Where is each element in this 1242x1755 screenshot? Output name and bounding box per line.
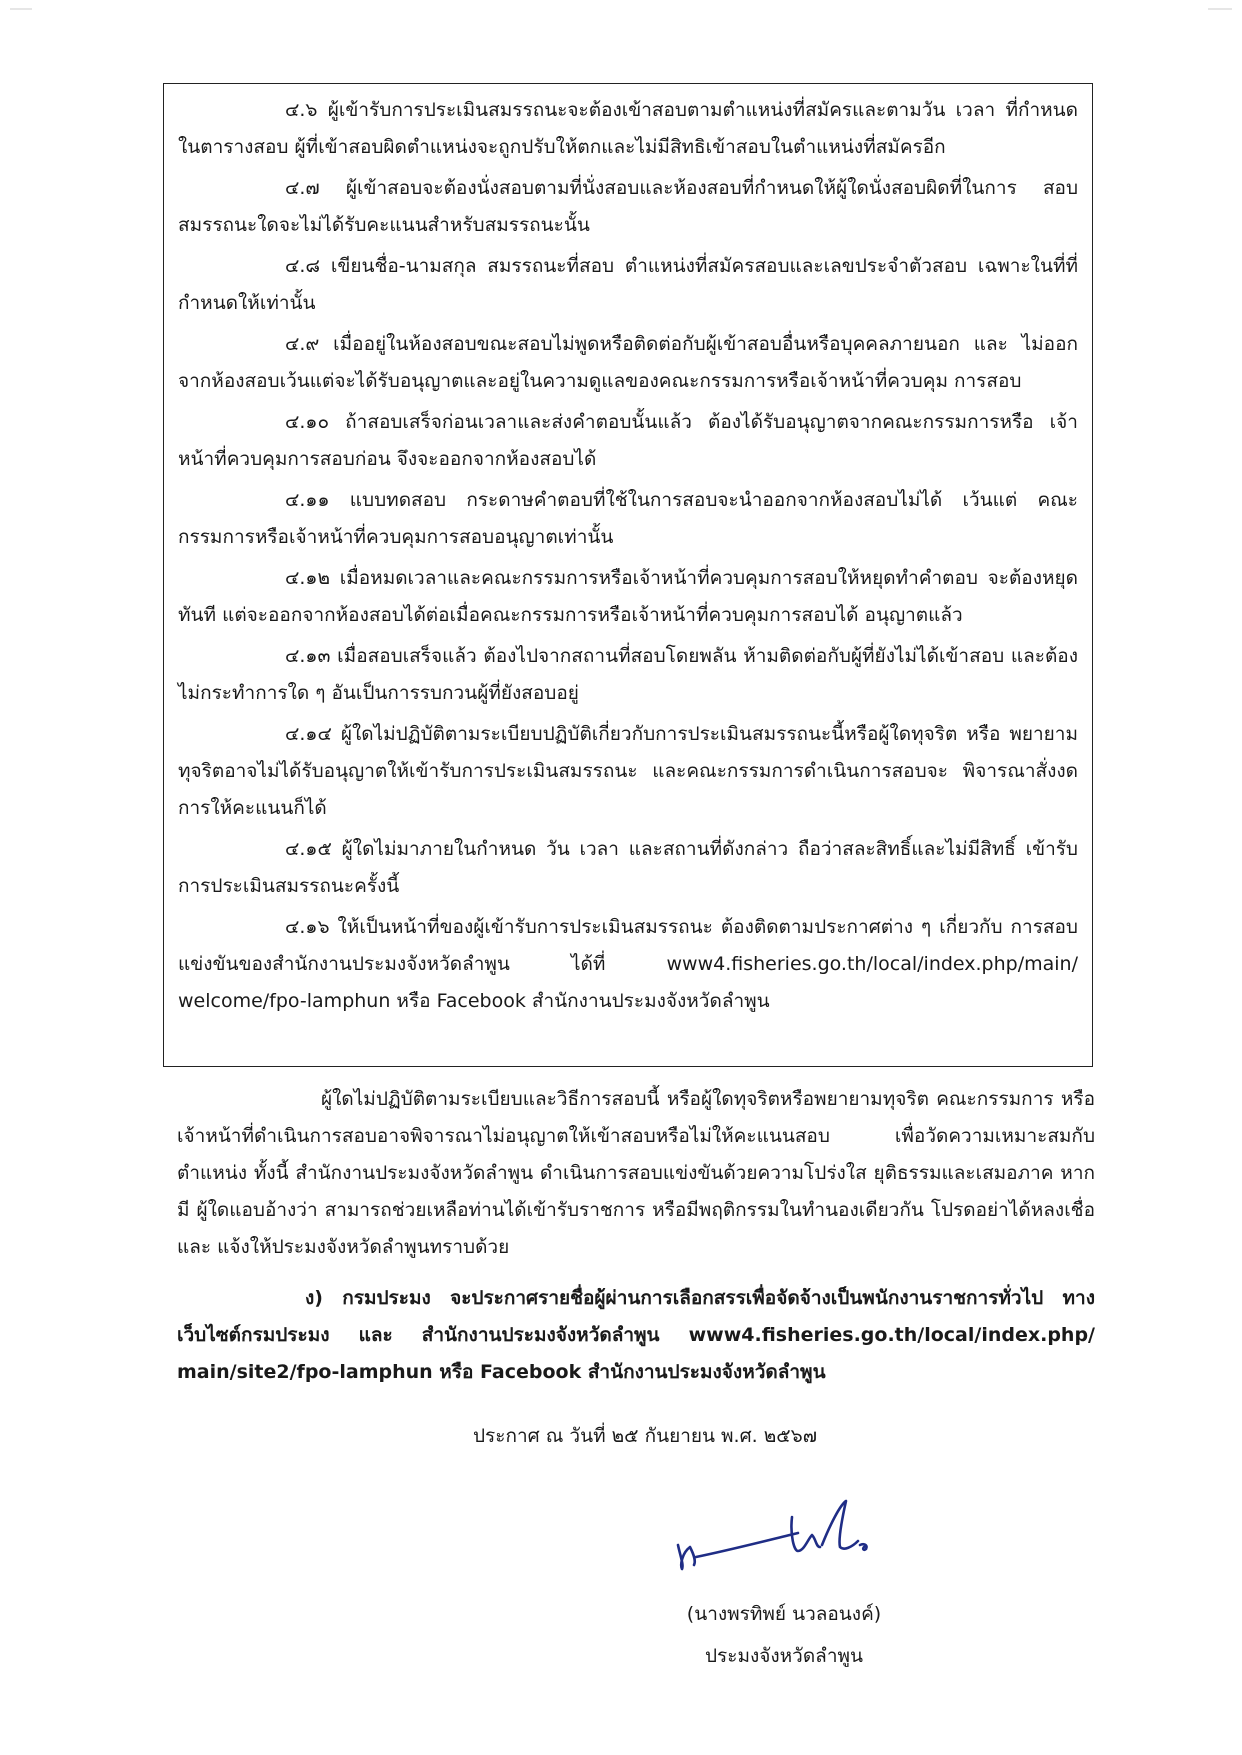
scan-artifact	[10, 8, 32, 10]
scan-artifact	[1208, 8, 1232, 10]
rule-item	[178, 404, 1078, 478]
signer-title: ประมงจังหวัดลำพูน	[704, 1645, 864, 1667]
rule-item	[178, 170, 1078, 244]
rule-number: ๔.๑๐	[285, 411, 330, 433]
notice-text: ผู้ใดไม่ปฏิบัติตามระเบียบและวิธีการสอบนี้ หรือผู้ใดทุจริตหรือพยายามทุจริต คณะกรรมการ หรือเจ้าหน้าที่ดำเนินการสอบอาจพิจารณาไม่อนุญาตให้เข้าสอบหรือไม่ให้คะแนนสอบ เพื่อวัดความเหมาะสมกับ ตำแหน่ง ทั้งนี้ สำนักงานประมงจังหวัดลำพูน ดำเนินการสอบแข่งขันด้วยความโปร่งใส ยุติธรรมและเสมอภาค หากมี ผู้ใดแอบอ้างว่า สามารถช่วยเหลือท่านได้เข้ารับราชการ หรือมีพฤติกรรมในทำนองเดียวกัน โปรดอย่าได้หลงเชื่อและ แจ้งให้ประมงจังหวัดลำพูนทราบด้วย	[177, 1088, 1095, 1258]
exam-rules-box	[163, 83, 1093, 1067]
rule-item	[178, 831, 1078, 905]
rule-text: ถ้าสอบเสร็จก่อนเวลาและส่งคำตอบนั้นแล้ว ต้องได้รับอนุญาตจากคณะกรรมการหรือ เจ้าหน้าที่ควบคุมการสอบก่อน จึงจะออกจากห้องสอบได้	[178, 411, 1078, 470]
announcement-paragraph	[177, 1280, 1095, 1391]
rule-number: ๔.๑๓	[285, 645, 331, 667]
rule-item	[178, 638, 1078, 712]
rule-item	[178, 560, 1078, 634]
rule-number: ๔.๑๖	[285, 916, 330, 938]
rule-text: เมื่ออยู่ในห้องสอบขณะสอบไม่พูดหรือติดต่อกับผู้เข้าสอบอื่นหรือบุคคลภายนอก และ ไม่ออกจากห้องสอบเว้นแต่จะได้รับอนุญาตและอยู่ในความดูแลของคณะกรรมการหรือเจ้าหน้าที่ควบคุม การสอบ	[178, 333, 1078, 392]
rule-number: ๔.๘	[285, 255, 321, 277]
rule-text: เขียนชื่อ-นามสกุล สมรรถนะที่สอบ ตำแหน่งที่สมัครสอบและเลขประจำตัวสอบ เฉพาะในที่ที่กำหนดให้เท่านั้น	[178, 255, 1078, 314]
rule-item	[178, 909, 1078, 1020]
rule-item	[178, 716, 1078, 827]
rule-text: ให้เป็นหน้าที่ของผู้เข้ารับการประเมินสมรรถนะ ต้องติดตามประกาศต่าง ๆ เกี่ยวกับ การสอบแข่งขันของสำนักงานประมงจังหวัดลำพูน ได้ที่ www4.fisheries.go.th/local/index.php/main/ welcome/fpo-lamphun หรือ Facebook สำนักงานประมงจังหวัดลำพูน	[178, 916, 1078, 1012]
rule-text: เมื่อสอบเสร็จแล้ว ต้องไปจากสถานที่สอบโดยพลัน ห้ามติดต่อกับผู้ที่ยังไม่ได้เข้าสอบ และต้องไม่กระทำการใด ๆ อันเป็นการรบกวนผู้ที่ยังสอบอยู่	[178, 645, 1078, 704]
rule-item	[178, 326, 1078, 400]
announcement-dateline: ประกาศ ณ วันที่ ๒๕ กันยายน พ.ศ. ๒๕๖๗	[473, 1425, 817, 1447]
rule-text: ผู้เข้ารับการประเมินสมรรถนะจะต้องเข้าสอบตามตำแหน่งที่สมัครและตามวัน เวลา ที่กำหนดในตารางสอบ ผู้ที่เข้าสอบผิดตำแหน่งจะถูกปรับให้ตกและไม่มีสิทธิเข้าสอบในตำแหน่งที่สมัครอีก	[178, 99, 1078, 158]
rule-item	[178, 482, 1078, 556]
notice-paragraph	[177, 1081, 1095, 1266]
rule-text: ผู้เข้าสอบจะต้องนั่งสอบตามที่นั่งสอบและห้องสอบที่กำหนดให้ผู้ใดนั่งสอบผิดที่ในการ สอบสมรรถนะใดจะไม่ได้รับคะแนนสำหรับสมรรถนะนั้น	[178, 177, 1079, 236]
announcement-text: ง) กรมประมง จะประกาศรายชื่อผู้ผ่านการเลือกสรรเพื่อจัดจ้างเป็นพนักงานราชการทั่วไป ทางเว็บไซต์กรมประมง และ สำนักงานประมงจังหวัดลำพูน www4.fisheries.go.th/local/index.php/ main/site2/fpo-lamphun หรือ Facebook สำนักงานประมงจังหวัดลำพูน	[177, 1287, 1095, 1383]
rule-number: ๔.๑๔	[285, 723, 332, 745]
rule-text: แบบทดสอบ กระดาษคำตอบที่ใช้ในการสอบจะนำออกจากห้องสอบไม่ได้ เว้นแต่ คณะกรรมการหรือเจ้าหน้าที่ควบคุมการสอบอนุญาตเท่านั้น	[178, 489, 1079, 548]
rule-number: ๔.๗	[285, 177, 320, 199]
rule-number: ๔.๑๒	[285, 567, 331, 589]
rule-text: ผู้ใดไม่ปฏิบัติตามระเบียบปฏิบัติเกี่ยวกับการประเมินสมรรถนะนี้หรือผู้ใดทุจริต หรือ พยายามทุจริตอาจไม่ได้รับอนุญาตให้เข้ารับการประเมินสมรรถนะ และคณะกรรมการดำเนินการสอบจะ พิจารณาสั่งงดการให้คะแนนก็ได้	[178, 723, 1078, 819]
signer-name: (นางพรทิพย์ นวลอนงค์)	[686, 1603, 882, 1625]
rule-number: ๔.๙	[285, 333, 320, 355]
rule-number: ๔.๖	[285, 99, 318, 121]
rule-number: ๔.๑๑	[285, 489, 330, 511]
handwritten-signature	[670, 1495, 900, 1575]
rule-text: ผู้ใดไม่มาภายในกำหนด วัน เวลา และสถานที่ดังกล่าว ถือว่าสละสิทธิ์และไม่มีสิทธิ์ เข้ารับการประเมินสมรรถนะครั้งนี้	[178, 838, 1078, 897]
rule-text: เมื่อหมดเวลาและคณะกรรมการหรือเจ้าหน้าที่ควบคุมการสอบให้หยุดทำคำตอบ จะต้องหยุดทันที แต่จะออกจากห้องสอบได้ต่อเมื่อคณะกรรมการหรือเจ้าหน้าที่ควบคุมการสอบได้ อนุญาตแล้ว	[178, 567, 1078, 626]
rule-item	[178, 92, 1078, 166]
rule-item	[178, 248, 1078, 322]
rule-number: ๔.๑๕	[285, 838, 332, 860]
